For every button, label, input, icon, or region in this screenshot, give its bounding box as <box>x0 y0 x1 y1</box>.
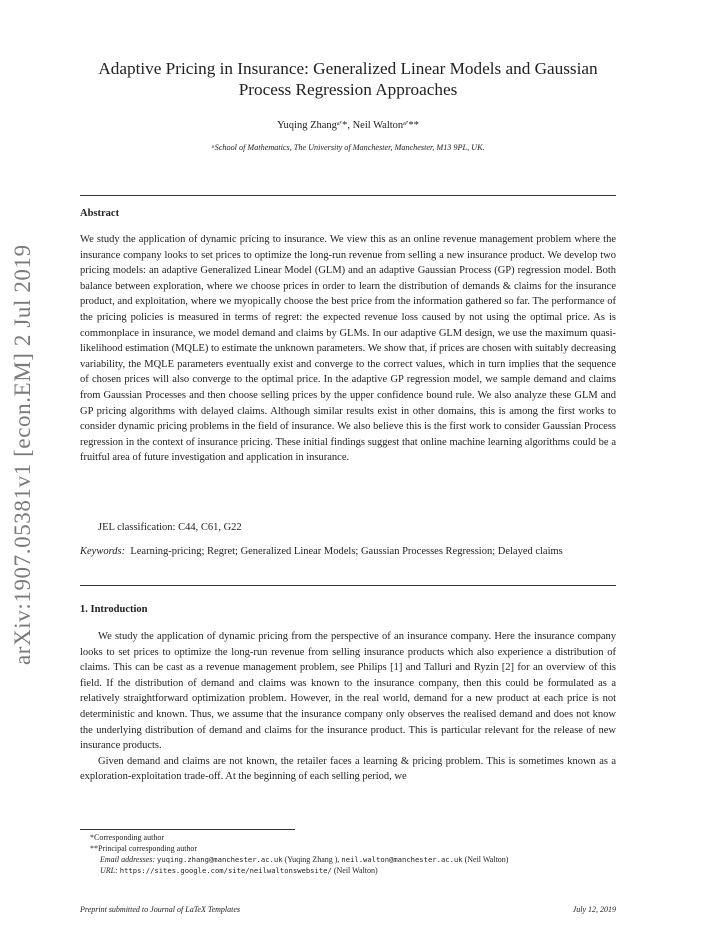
authors: Yuqing Zhangᵃ′*, Neil Waltonᵃ′** <box>277 120 419 131</box>
paper-title <box>80 58 616 100</box>
footnote-emails <box>90 854 616 865</box>
keywords-text: Learning-pricing; Regret; Generalized Linear Models; Gaussian Processes Regression; Delayed claims <box>130 546 563 557</box>
title-line-2: Process Regression Approaches <box>238 80 458 99</box>
intro-paragraph-2: Given demand and claims are not known, the retailer faces a learning & pricing problem. This is sometimes known as a exploration-exploitation trade-off. At the beginning of each selling period, we <box>80 755 616 783</box>
email-name-walton: (Neil Walton) <box>464 855 509 864</box>
footnote-rule <box>80 829 295 830</box>
top-rule <box>80 195 616 196</box>
affiliation: ᵃSchool of Mathematics, The University of Manchester, Manchester, M13 9PL, UK. <box>211 143 485 152</box>
footer-journal: Preprint submitted to Journal of LaTeX Templates <box>80 905 241 914</box>
url-link[interactable]: https://sites.google.com/site/neilwaltonswebsite/ <box>119 866 332 875</box>
email-name-zhang: (Yuqing Zhang ), <box>284 855 340 864</box>
email-label: Email addresses: <box>100 855 156 864</box>
url-name: (Neil Walton) <box>333 866 378 875</box>
keywords <box>80 544 616 560</box>
abstract-body: We study the application of dynamic pricing to insurance. We view this as an online revenue management problem where the insurance company looks to set prices to optimize the long-run revenue from selling a new insurance product. We develop two pricing models: an adaptive Generalized Linear Model (GLM) and an adaptive Gaussian Process (GP) regression model. Both balance between exploration, where we choose prices in order to learn the distribution of demands & claims for the insurance product, and exploitation, where we myopically choose the best price from the information gathered so far. The performance of the pricing policies is measured in terms of regret: the expected revenue loss caused by not using the optimal price. As is commonplace in insurance, we model demand and claims by GLMs. In our adaptive GLM design, we use the maximum quasi-likelihood estimation (MQLE) to estimate the unknown parameters. We show that, if prices are chosen with suitably decreasing variability, the MQLE parameters eventually exist and converge to the correct values, which in turn implies that the sequence of chosen prices will also converge to the optimal price. In the adaptive GP regression model, we sample demand and claims from Gaussian Processes and then choose selling prices by the upper confidence bound rule. We also analyze these GLM and GP pricing algorithms with delayed claims. Although similar results exist in other domains, this is among the first works to consider dynamic pricing problems in the field of insurance. We also believe this is the first work to consider Gaussian Process regression in the context of insurance pricing. These initial findings suggest that online machine learning algorithms could be a fruitful area of future investigation and application in insurance. <box>80 234 616 464</box>
footnote-corresponding: *Corresponding author <box>90 833 164 842</box>
section-heading-introduction: 1. Introduction <box>80 604 148 615</box>
footnote-principal: **Principal corresponding author <box>90 844 198 853</box>
jel-classification: JEL classification: C44, C61, G22 <box>98 522 242 533</box>
footnotes <box>90 832 616 876</box>
abstract-heading: Abstract <box>80 208 120 219</box>
email-link-walton[interactable]: neil.walton@manchester.ac.uk <box>341 855 463 864</box>
title-line-1: Adaptive Pricing in Insurance: Generalized Linear Models and Gaussian <box>98 59 598 78</box>
intro-paragraph-1: We study the application of dynamic pricing from the perspective of an insurance company. Here the insurance company looks to set prices to optimize the long-run revenue from selling insurance products which also experience a distribution of claims. This can be cast as a revenue management problem, see Philips [1] and Talluri and Ryzin [2] for an overview of this field. If the distribution of demand and claims was known to the insurance company, then this could be formulated as a relatively straightforward optimization problem. However, in the real world, demand for a new product at each price is not deterministic and known. Thus, we assume that the insurance company only observes the realised demand and does not know the underlying distribution of demand and claims for the insurance product. This is particular relevant for the release of new insurance products. <box>80 631 616 752</box>
abstract-bottom-rule <box>80 585 616 586</box>
footnote-url <box>90 865 616 876</box>
url-label: URL: <box>100 866 118 875</box>
email-link-zhang[interactable]: yuqing.zhang@manchester.ac.uk <box>157 855 283 864</box>
arxiv-identifier: arXiv:1907.05381v1 [econ.EM] 2 Jul 2019 <box>10 244 35 665</box>
footer-date: July 12, 2019 <box>572 905 616 914</box>
keywords-label: Keywords: <box>80 546 126 557</box>
introduction-body <box>80 629 616 785</box>
